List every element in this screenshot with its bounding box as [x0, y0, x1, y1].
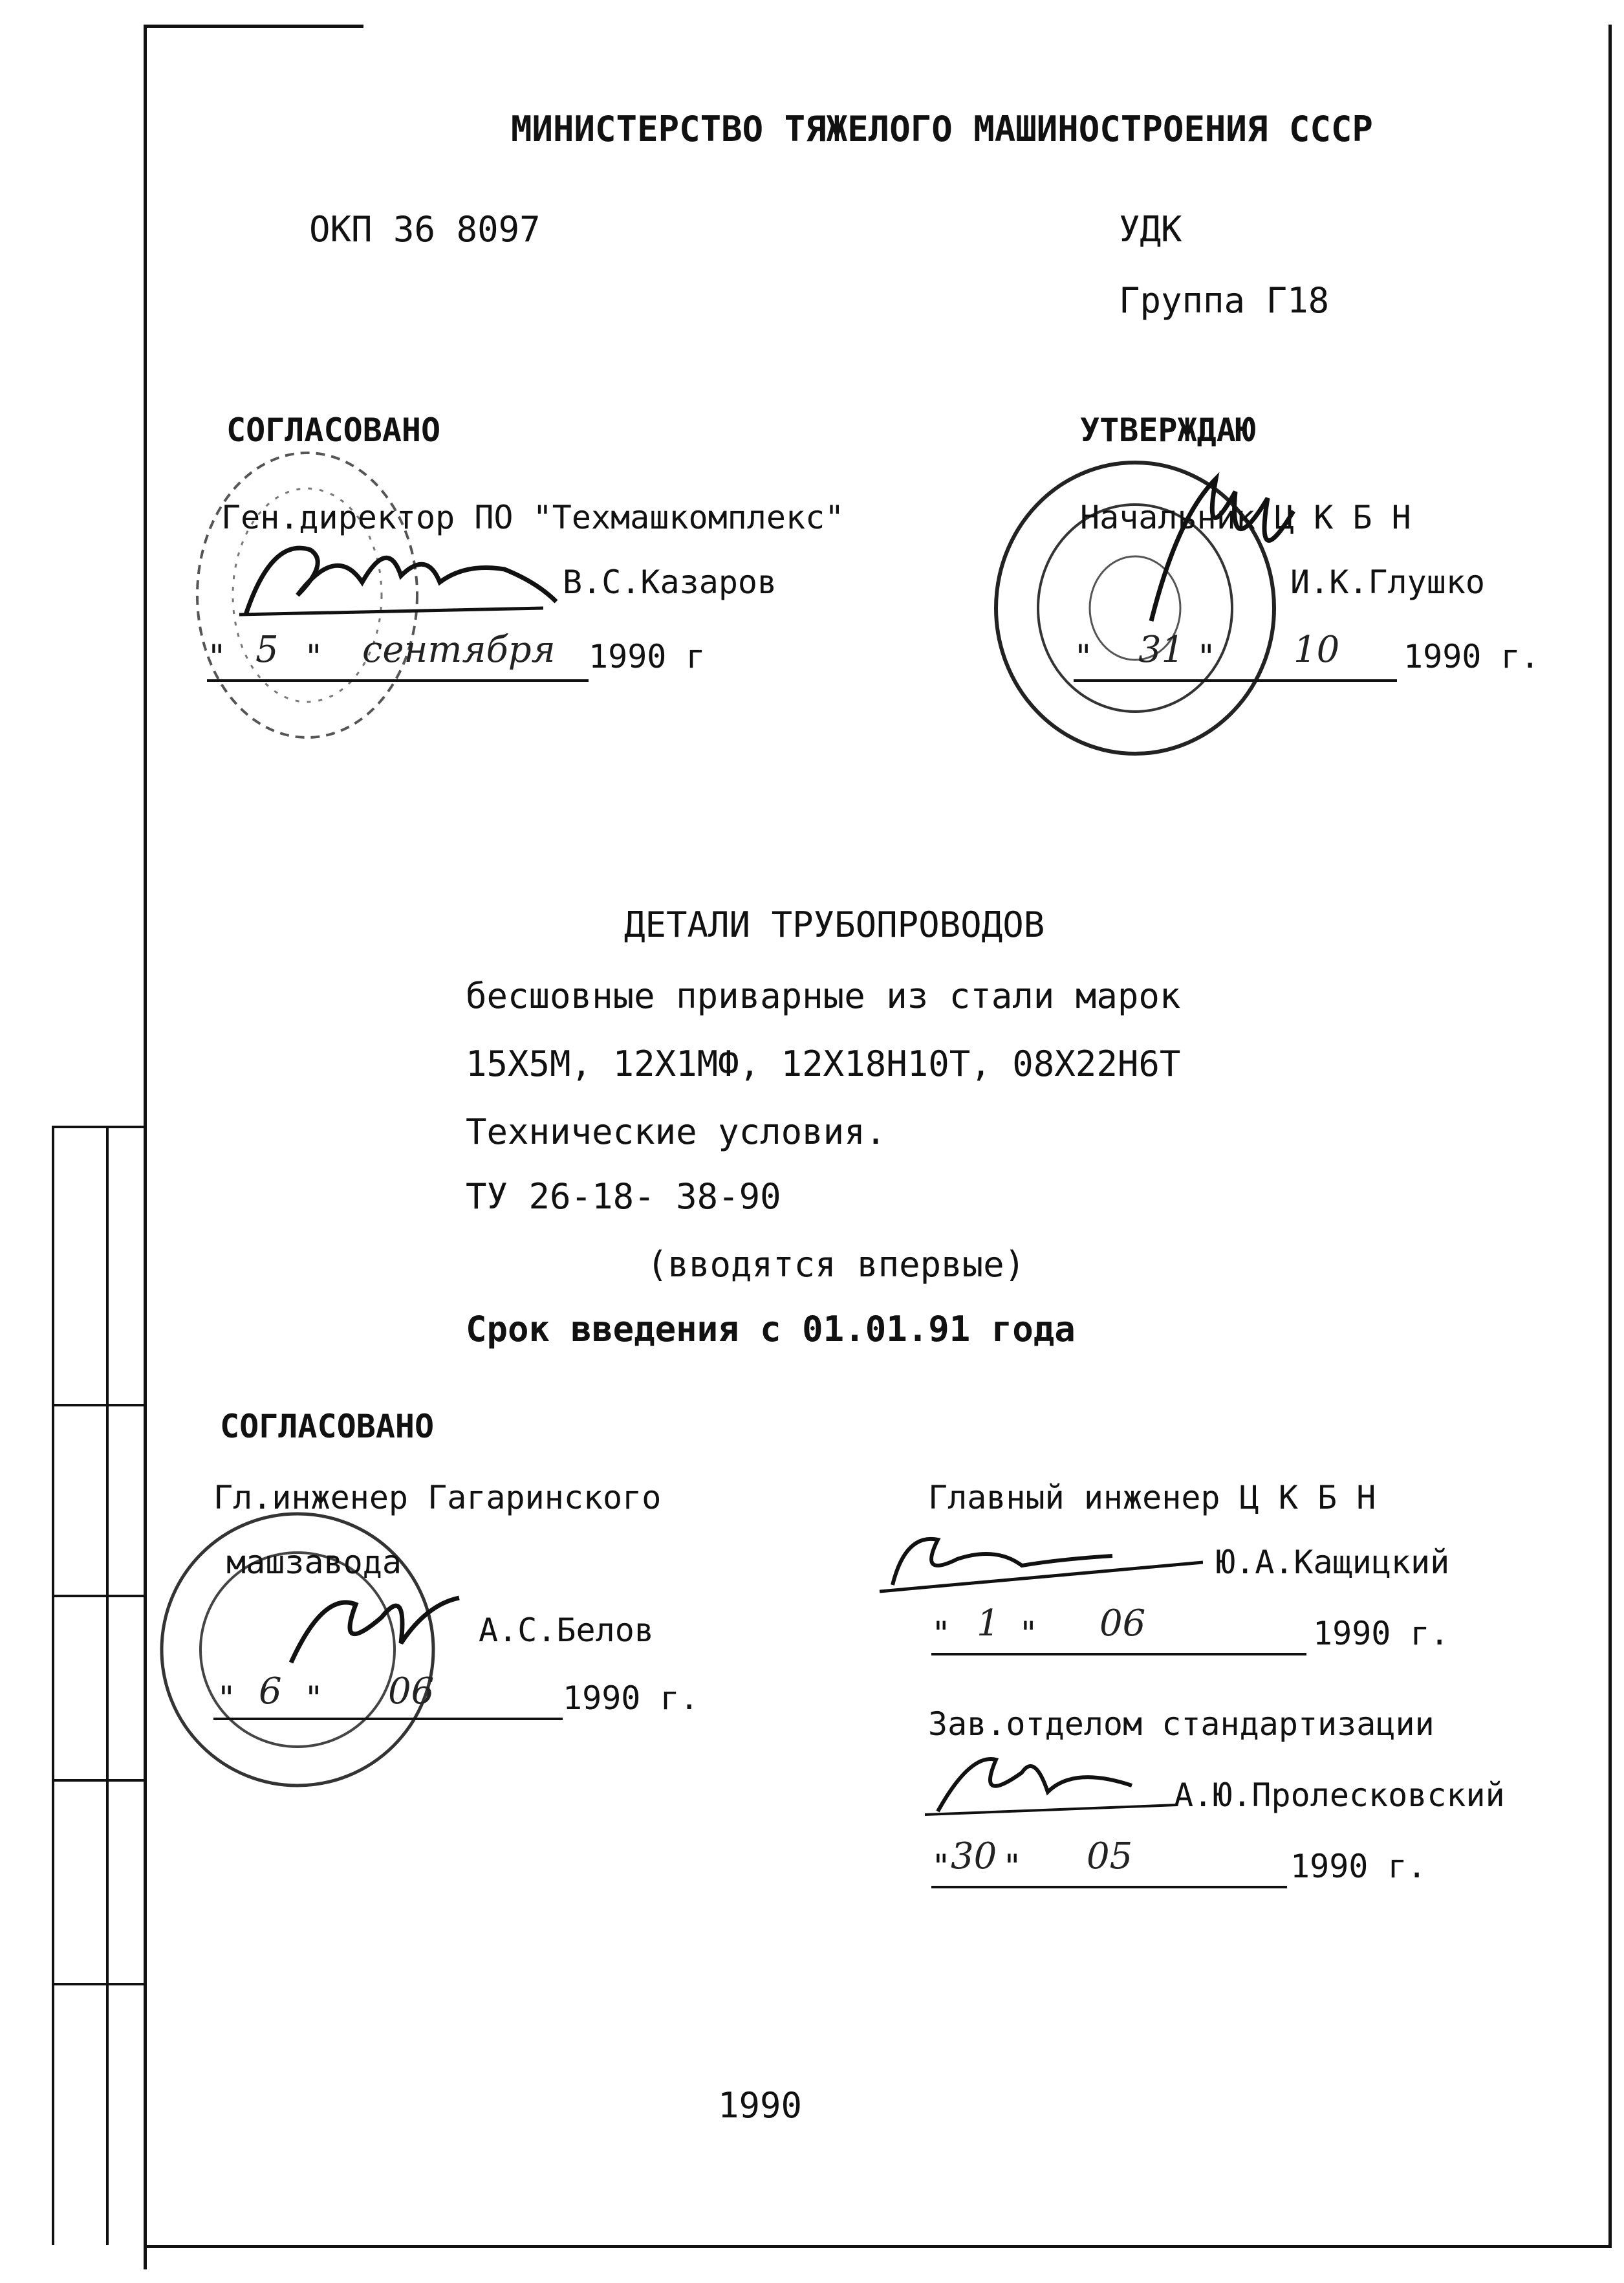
top-border-fragment	[144, 25, 363, 28]
chief-engineer-year: 1990 г.	[1313, 1615, 1449, 1652]
agreed-bottom-day: 6	[259, 1670, 282, 1712]
footer-year: 1990	[718, 2085, 803, 2126]
udk-label: УДК	[1119, 209, 1182, 250]
agreed-bottom-quote-close: "	[304, 1679, 324, 1717]
title-line-7: Срок введения с 01.01.91 года	[466, 1309, 1076, 1349]
agreed-top-quote-open: "	[207, 638, 227, 675]
approved-heading: УТВЕРЖДАЮ	[1080, 411, 1255, 449]
approved-day: 31	[1138, 629, 1185, 671]
signature-proleskovsky	[918, 1734, 1177, 1824]
agreed-bottom-position-2: машзавода	[226, 1544, 402, 1581]
agreed-top-name: В.С.Казаров	[563, 563, 777, 601]
signature-glushko	[1125, 453, 1319, 647]
side-stamp-table	[52, 1126, 146, 2245]
agreed-bottom-position-1: Гл.инженер Гагаринского	[213, 1479, 662, 1516]
title-line-2: бесшовные приварные из стали марок	[466, 976, 1181, 1016]
approved-year: 1990 г.	[1403, 638, 1540, 675]
agreed-top-quote-close: "	[304, 638, 324, 675]
title-line-3: 15Х5М, 12Х1МФ, 12Х18Н10Т, 08Х22Н6Т	[466, 1043, 1181, 1084]
agreed-top-heading: СОГЛАСОВАНО	[226, 411, 441, 449]
agreed-bottom-quote-open: "	[217, 1679, 237, 1717]
ministry-title: МИНИСТЕРСТВО ТЯЖЕЛОГО МАШИНОСТРОЕНИЯ СССР	[511, 109, 1373, 149]
agreed-top-day: 5	[255, 629, 279, 671]
agreed-top-month: сентября	[362, 629, 556, 671]
agreed-bottom-name: А.С.Белов	[479, 1611, 654, 1649]
bottom-border	[144, 2245, 1608, 2248]
standards-head-quote-close: "	[1002, 1848, 1023, 1885]
title-line-1: ДЕТАЛИ ТРУБОПРОВОДОВ	[624, 904, 1045, 945]
group-label: Группа Г18	[1119, 280, 1330, 321]
approved-quote-close: "	[1196, 638, 1217, 675]
approved-position: Начальник Ц К Б Н	[1080, 499, 1411, 536]
signature-belov	[278, 1566, 472, 1682]
chief-engineer-day: 1	[977, 1602, 1000, 1644]
title-line-6: (вводятся впервые)	[647, 1244, 1026, 1285]
approved-name: И.К.Глушко	[1290, 563, 1486, 601]
agreed-top-position: Ген.директор ПО "Техмашкомплекс"	[221, 499, 845, 536]
title-line-4: Технические условия.	[466, 1111, 887, 1152]
agreed-top-year: 1990 г	[589, 638, 706, 675]
chief-engineer-position: Главный инженер Ц К Б Н	[928, 1479, 1376, 1516]
standards-head-name: А.Ю.Пролесковский	[1174, 1776, 1505, 1814]
approved-month: 10	[1294, 629, 1340, 671]
chief-engineer-quote-close: "	[1019, 1615, 1039, 1652]
standards-head-quote-open: "	[931, 1848, 951, 1885]
chief-engineer-month: 06	[1099, 1602, 1146, 1644]
title-line-5: ТУ 26-18- 38-90	[466, 1176, 781, 1217]
standards-head-year: 1990 г.	[1290, 1848, 1427, 1885]
right-border	[1608, 25, 1612, 2248]
standards-head-month: 05	[1087, 1835, 1133, 1877]
signature-kazarov	[233, 524, 569, 628]
agreed-bottom-heading: СОГЛАСОВАНО	[220, 1408, 435, 1445]
chief-engineer-name: Ю.А.Кащицкий	[1216, 1544, 1450, 1581]
agreed-bottom-year: 1990 г.	[563, 1679, 699, 1717]
standards-head-position: Зав.отделом стандартизации	[928, 1705, 1435, 1743]
okp-code: ОКП 36 8097	[309, 209, 541, 250]
signature-kashchitsky	[867, 1520, 1203, 1604]
agreed-bottom-month: 06	[388, 1670, 435, 1712]
standards-head-day: 30	[951, 1835, 997, 1877]
approved-quote-open: "	[1074, 638, 1094, 675]
chief-engineer-quote-open: "	[931, 1615, 951, 1652]
